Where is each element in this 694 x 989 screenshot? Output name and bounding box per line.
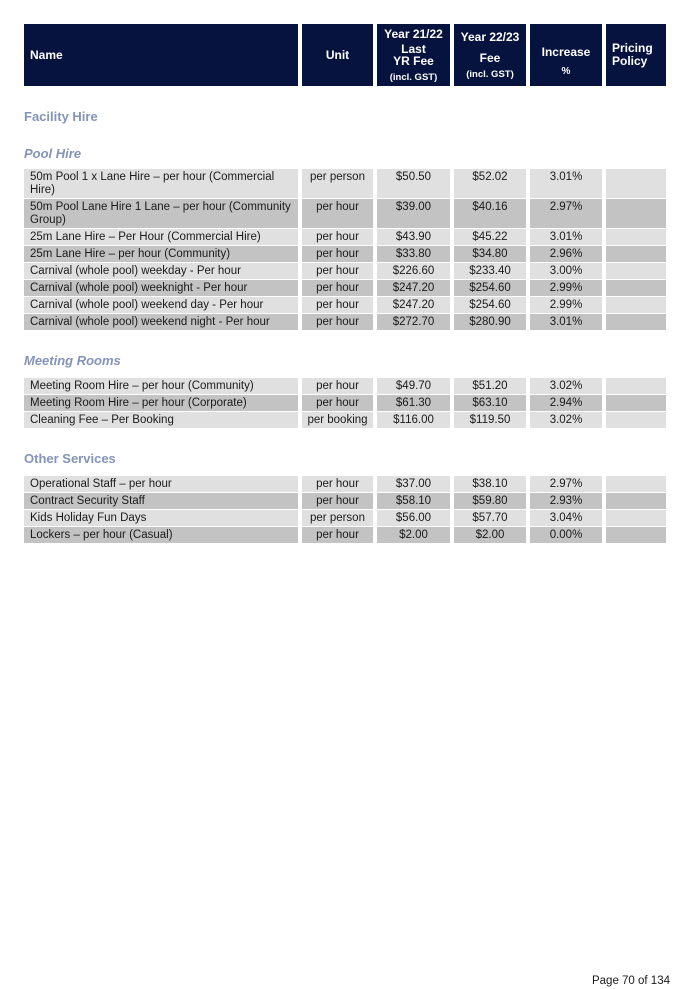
pool-hire-table	[24, 169, 670, 330]
row-name-cell: 50m Pool Lane Hire 1 Lane – per hour (Community Group)	[24, 199, 298, 228]
header-increase	[530, 24, 602, 86]
row-fee-cell: $280.90	[454, 314, 526, 330]
header-last-incl-label: (incl. GST)	[389, 72, 438, 83]
table-row	[24, 229, 670, 245]
row-increase-cell: 3.02%	[530, 378, 602, 394]
row-increase-cell: 2.94%	[530, 395, 602, 411]
row-name-cell: Contract Security Staff	[24, 493, 298, 509]
table-row	[24, 510, 670, 526]
row-fee-cell: $51.20	[454, 378, 526, 394]
header-this-year-label: Year 22/23	[460, 30, 520, 44]
table-row	[24, 527, 670, 543]
row-increase-cell: 2.96%	[530, 246, 602, 262]
table-row	[24, 378, 670, 394]
row-pricing-policy-cell	[606, 246, 666, 262]
row-fee-cell: $59.80	[454, 493, 526, 509]
row-pricing-policy-cell	[606, 493, 666, 509]
row-last-fee-cell: $272.70	[377, 314, 450, 330]
row-pricing-policy-cell	[606, 378, 666, 394]
table-row	[24, 169, 670, 198]
row-increase-cell: 2.97%	[530, 199, 602, 228]
row-increase-cell: 2.99%	[530, 280, 602, 296]
header-last-fee-label: Last YR Fee	[393, 42, 434, 68]
row-fee-cell: $119.50	[454, 412, 526, 428]
row-name-cell: Meeting Room Hire – per hour (Community)	[24, 378, 298, 394]
section-title-meeting-rooms: Meeting Rooms	[24, 353, 121, 368]
row-pricing-policy-cell	[606, 280, 666, 296]
table-row	[24, 493, 670, 509]
row-unit-cell: per hour	[302, 199, 373, 228]
table-row	[24, 199, 670, 228]
row-name-cell: 50m Pool 1 x Lane Hire – per hour (Commercial Hire)	[24, 169, 298, 198]
row-name-cell: Lockers – per hour (Casual)	[24, 527, 298, 543]
table-row	[24, 412, 670, 428]
row-last-fee-cell: $247.20	[377, 297, 450, 313]
header-last-year	[377, 24, 450, 86]
page-number: Page 70 of 134	[591, 975, 670, 987]
row-increase-cell: 2.97%	[530, 476, 602, 492]
row-unit-cell: per hour	[302, 314, 373, 330]
section-title-facility-hire: Facility Hire	[24, 109, 98, 124]
row-last-fee-cell: $247.20	[377, 280, 450, 296]
row-increase-cell: 3.04%	[530, 510, 602, 526]
row-last-fee-cell: $43.90	[377, 229, 450, 245]
row-last-fee-cell: $39.00	[377, 199, 450, 228]
section-title-pool-hire: Pool Hire	[24, 146, 82, 161]
table-row	[24, 263, 670, 279]
row-last-fee-cell: $226.60	[377, 263, 450, 279]
row-pricing-policy-cell	[606, 395, 666, 411]
row-fee-cell: $34.80	[454, 246, 526, 262]
row-fee-cell: $2.00	[454, 527, 526, 543]
row-fee-cell: $45.22	[454, 229, 526, 245]
row-fee-cell: $40.16	[454, 199, 526, 228]
row-increase-cell: 3.01%	[530, 314, 602, 330]
row-pricing-policy-cell	[606, 263, 666, 279]
fee-schedule-page	[24, 24, 670, 544]
row-pricing-policy-cell	[606, 476, 666, 492]
table-header	[24, 24, 670, 86]
header-pricing-policy	[606, 24, 666, 86]
row-name-cell: Meeting Room Hire – per hour (Corporate)	[24, 395, 298, 411]
row-last-fee-cell: $33.80	[377, 246, 450, 262]
row-increase-cell: 3.01%	[530, 229, 602, 245]
row-increase-cell: 2.99%	[530, 297, 602, 313]
row-last-fee-cell: $56.00	[377, 510, 450, 526]
row-fee-cell: $52.02	[454, 169, 526, 198]
section-title-other-services: Other Services	[24, 451, 116, 466]
row-name-cell: 25m Lane Hire – per hour (Community)	[24, 246, 298, 262]
row-pricing-policy-cell	[606, 199, 666, 228]
row-name-cell: 25m Lane Hire – Per Hour (Commercial Hire)	[24, 229, 298, 245]
meeting-rooms-table	[24, 378, 670, 428]
row-pricing-policy-cell	[606, 412, 666, 428]
header-increase-label: Increase	[541, 45, 591, 59]
table-row	[24, 476, 670, 492]
row-increase-cell: 0.00%	[530, 527, 602, 543]
row-fee-cell: $63.10	[454, 395, 526, 411]
header-increase-unit: %	[561, 66, 571, 77]
row-pricing-policy-cell	[606, 527, 666, 543]
row-last-fee-cell: $116.00	[377, 412, 450, 428]
row-unit-cell: per person	[302, 169, 373, 198]
header-this-year	[454, 24, 526, 86]
row-increase-cell: 3.00%	[530, 263, 602, 279]
row-name-cell: Kids Holiday Fun Days	[24, 510, 298, 526]
header-policy-label: Pricing Policy	[612, 41, 653, 68]
row-name-cell: Carnival (whole pool) weekend night - Per hour	[24, 314, 298, 330]
table-row	[24, 297, 670, 313]
header-unit	[302, 24, 373, 86]
row-unit-cell: per booking	[302, 412, 373, 428]
row-last-fee-cell: $49.70	[377, 378, 450, 394]
row-unit-cell: per hour	[302, 229, 373, 245]
row-last-fee-cell: $37.00	[377, 476, 450, 492]
table-row	[24, 280, 670, 296]
row-fee-cell: $38.10	[454, 476, 526, 492]
other-services-table	[24, 476, 670, 543]
row-unit-cell: per hour	[302, 493, 373, 509]
header-name	[24, 24, 298, 86]
row-last-fee-cell: $58.10	[377, 493, 450, 509]
header-this-incl-label: (incl. GST)	[466, 69, 514, 80]
row-unit-cell: per hour	[302, 246, 373, 262]
row-last-fee-cell: $61.30	[377, 395, 450, 411]
row-unit-cell: per hour	[302, 378, 373, 394]
row-unit-cell: per hour	[302, 280, 373, 296]
row-fee-cell: $57.70	[454, 510, 526, 526]
row-unit-cell: per hour	[302, 297, 373, 313]
row-fee-cell: $233.40	[454, 263, 526, 279]
row-unit-cell: per person	[302, 510, 373, 526]
row-name-cell: Carnival (whole pool) weeknight - Per hour	[24, 280, 298, 296]
header-this-fee-label: Fee	[479, 51, 501, 65]
row-unit-cell: per hour	[302, 395, 373, 411]
row-last-fee-cell: $50.50	[377, 169, 450, 198]
header-last-year-label: Year 21/22	[384, 27, 443, 41]
row-increase-cell: 3.02%	[530, 412, 602, 428]
header-name-label: Name	[30, 48, 63, 62]
table-row	[24, 395, 670, 411]
row-fee-cell: $254.60	[454, 280, 526, 296]
row-pricing-policy-cell	[606, 314, 666, 330]
row-increase-cell: 3.01%	[530, 169, 602, 198]
row-increase-cell: 2.93%	[530, 493, 602, 509]
row-name-cell: Operational Staff – per hour	[24, 476, 298, 492]
row-name-cell: Carnival (whole pool) weekday - Per hour	[24, 263, 298, 279]
row-name-cell: Carnival (whole pool) weekend day - Per hour	[24, 297, 298, 313]
row-last-fee-cell: $2.00	[377, 527, 450, 543]
row-fee-cell: $254.60	[454, 297, 526, 313]
header-unit-label: Unit	[325, 48, 350, 62]
row-pricing-policy-cell	[606, 169, 666, 198]
row-name-cell: Cleaning Fee – Per Booking	[24, 412, 298, 428]
table-row	[24, 246, 670, 262]
row-pricing-policy-cell	[606, 510, 666, 526]
row-pricing-policy-cell	[606, 297, 666, 313]
row-unit-cell: per hour	[302, 263, 373, 279]
row-unit-cell: per hour	[302, 476, 373, 492]
row-pricing-policy-cell	[606, 229, 666, 245]
table-row	[24, 314, 670, 330]
row-unit-cell: per hour	[302, 527, 373, 543]
